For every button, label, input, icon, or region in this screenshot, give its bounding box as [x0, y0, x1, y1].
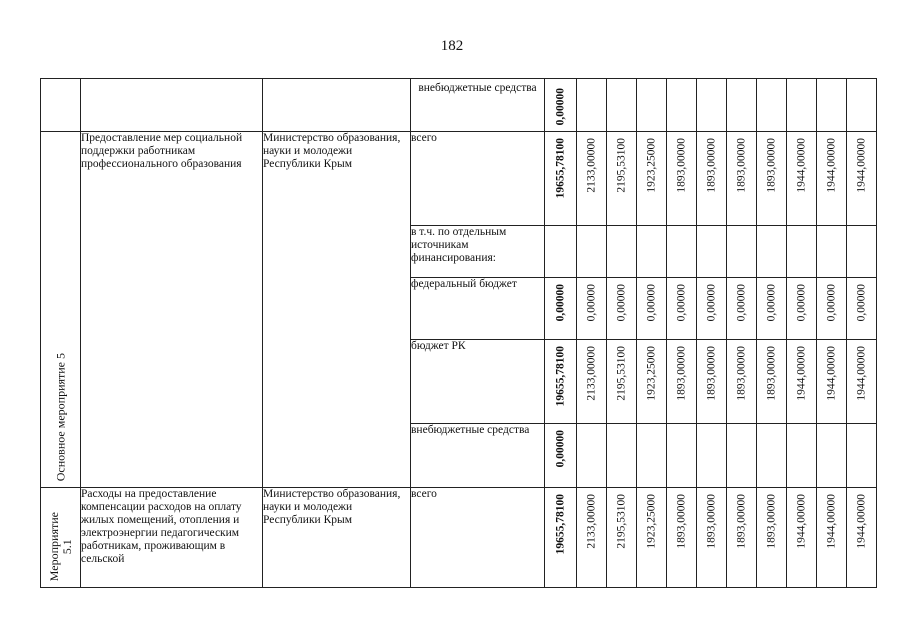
total-value: 0,00000: [554, 284, 566, 322]
year-cell: [637, 132, 667, 226]
year-value: 1944,00000: [795, 138, 807, 193]
year-cell: [607, 340, 637, 424]
year-cell: [577, 278, 607, 340]
year-cell: [847, 132, 877, 226]
funding-source: внебюджетные средства: [411, 424, 545, 488]
year-cell: [607, 278, 637, 340]
year-cell: [787, 226, 817, 278]
year-value: 1944,00000: [795, 494, 807, 549]
year-cell: [727, 424, 757, 488]
funding-source: федеральный бюджет: [411, 278, 545, 340]
year-value: 1893,00000: [735, 138, 747, 193]
year-cell: [817, 79, 847, 132]
year-cell: [637, 79, 667, 132]
year-value: 0,00000: [765, 284, 777, 322]
year-cell: [727, 226, 757, 278]
year-value: 1923,25000: [645, 494, 657, 549]
year-cell: [667, 278, 697, 340]
activity-name: Предоставление мер социальной поддержки работникам профессионального образования: [81, 132, 263, 488]
year-cell: [787, 132, 817, 226]
year-value: 1893,00000: [765, 346, 777, 401]
year-value: 0,00000: [735, 284, 747, 322]
year-cell: [577, 488, 607, 588]
year-value: 1893,00000: [765, 138, 777, 193]
year-cell: [607, 488, 637, 588]
activity-label-cell: [41, 132, 81, 488]
year-cell: [607, 424, 637, 488]
year-value: 0,00000: [585, 284, 597, 322]
year-cell: [727, 488, 757, 588]
year-cell: [727, 132, 757, 226]
empty-cell: [41, 79, 81, 132]
total-value: 0,00000: [554, 430, 566, 468]
year-cell: [637, 278, 667, 340]
year-value: 1893,00000: [705, 138, 717, 193]
year-value: 0,00000: [795, 284, 807, 322]
year-cell: [727, 79, 757, 132]
funding-source: внебюджетные средства: [411, 79, 545, 132]
year-cell: [787, 340, 817, 424]
total-value: 19655,78100: [554, 346, 566, 407]
total-value: 19655,78100: [554, 494, 566, 555]
total-value: 19655,78100: [554, 138, 566, 199]
year-cell: [667, 226, 697, 278]
year-cell: [577, 424, 607, 488]
year-cell: [817, 226, 847, 278]
year-value: 1944,00000: [825, 138, 837, 193]
year-cell: [697, 79, 727, 132]
table-row: [41, 132, 877, 226]
year-cell: [607, 226, 637, 278]
year-value: 1944,00000: [855, 138, 867, 193]
year-value: 0,00000: [615, 284, 627, 322]
funding-source: всего: [411, 488, 545, 588]
year-cell: [847, 488, 877, 588]
table-row: [41, 488, 877, 588]
year-value: 1944,00000: [825, 346, 837, 401]
year-cell: [637, 488, 667, 588]
year-cell: [757, 278, 787, 340]
year-value: 2133,00000: [585, 346, 597, 401]
year-cell: [817, 340, 847, 424]
total-cell: [545, 132, 577, 226]
total-cell: [545, 278, 577, 340]
year-cell: [817, 488, 847, 588]
empty-cell: [81, 79, 263, 132]
year-cell: [757, 226, 787, 278]
year-cell: [697, 226, 727, 278]
year-value: 2195,53100: [615, 138, 627, 193]
year-cell: [817, 278, 847, 340]
year-value: 1893,00000: [705, 346, 717, 401]
total-value: 0,00000: [554, 87, 566, 125]
year-cell: [817, 424, 847, 488]
page-number: 182: [440, 38, 464, 54]
year-cell: [577, 79, 607, 132]
total-cell: [545, 340, 577, 424]
year-cell: [607, 132, 637, 226]
activity-label-line1: Мероприятие: [46, 511, 61, 581]
year-cell: [757, 424, 787, 488]
activity-label-line2: 5.1: [59, 538, 74, 554]
year-value: 0,00000: [675, 284, 687, 322]
year-value: 1923,25000: [645, 138, 657, 193]
year-cell: [637, 226, 667, 278]
activity-label: Основное мероприятие 5: [53, 352, 67, 481]
year-cell: [697, 340, 727, 424]
year-cell: [727, 278, 757, 340]
year-cell: [667, 424, 697, 488]
year-value: 2133,00000: [585, 138, 597, 193]
year-cell: [667, 340, 697, 424]
year-cell: [787, 278, 817, 340]
activity-label: [48, 512, 74, 581]
empty-cell: [263, 79, 411, 132]
year-cell: [697, 424, 727, 488]
year-cell: [577, 340, 607, 424]
year-cell: [607, 79, 637, 132]
year-cell: [847, 278, 877, 340]
year-cell: [847, 424, 877, 488]
year-cell: [757, 340, 787, 424]
activity-name: Расходы на предоставление компенсации расходов на оплату жилых помещений, отопления и электроэнергии педагогическим работникам, проживающим в сельской: [81, 488, 263, 588]
year-cell: [787, 488, 817, 588]
year-value: 1944,00000: [825, 494, 837, 549]
year-value: 2195,53100: [615, 346, 627, 401]
year-cell: [787, 424, 817, 488]
funding-source: в т.ч. по отдельным источникам финансирования:: [411, 226, 545, 278]
year-cell: [847, 226, 877, 278]
year-cell: [847, 79, 877, 132]
total-cell: [545, 488, 577, 588]
year-cell: [757, 79, 787, 132]
table-row: [41, 79, 877, 132]
funding-source: бюджет РК: [411, 340, 545, 424]
year-value: 1944,00000: [855, 346, 867, 401]
year-cell: [577, 132, 607, 226]
year-cell: [697, 488, 727, 588]
executor-name: Министерство образования, науки и молодежи Республики Крым: [263, 488, 411, 588]
year-cell: [697, 132, 727, 226]
year-value: 2133,00000: [585, 494, 597, 549]
year-cell: [637, 340, 667, 424]
year-value: 1893,00000: [675, 346, 687, 401]
year-cell: [757, 488, 787, 588]
total-cell: [545, 424, 577, 488]
year-value: 1923,25000: [645, 346, 657, 401]
year-value: 2195,53100: [615, 494, 627, 549]
year-cell: [667, 488, 697, 588]
year-value: 1893,00000: [735, 494, 747, 549]
activity-label-cell: [41, 488, 81, 588]
year-value: 1893,00000: [765, 494, 777, 549]
year-value: 0,00000: [855, 284, 867, 322]
year-cell: [847, 340, 877, 424]
total-cell: [545, 226, 577, 278]
year-cell: [757, 132, 787, 226]
year-cell: [637, 424, 667, 488]
year-cell: [577, 226, 607, 278]
total-cell: [545, 79, 577, 132]
year-cell: [667, 79, 697, 132]
year-value: 1893,00000: [675, 138, 687, 193]
year-value: 0,00000: [705, 284, 717, 322]
budget-table: [40, 78, 877, 588]
executor-name: Министерство образования, науки и молодежи Республики Крым: [263, 132, 411, 488]
year-value: 1893,00000: [705, 494, 717, 549]
year-value: 0,00000: [645, 284, 657, 322]
year-value: 1944,00000: [855, 494, 867, 549]
year-cell: [697, 278, 727, 340]
year-value: 1944,00000: [795, 346, 807, 401]
funding-source: всего: [411, 132, 545, 226]
year-value: 1893,00000: [735, 346, 747, 401]
year-value: 1893,00000: [675, 494, 687, 549]
year-cell: [787, 79, 817, 132]
year-cell: [667, 132, 697, 226]
year-value: 0,00000: [825, 284, 837, 322]
year-cell: [727, 340, 757, 424]
year-cell: [817, 132, 847, 226]
